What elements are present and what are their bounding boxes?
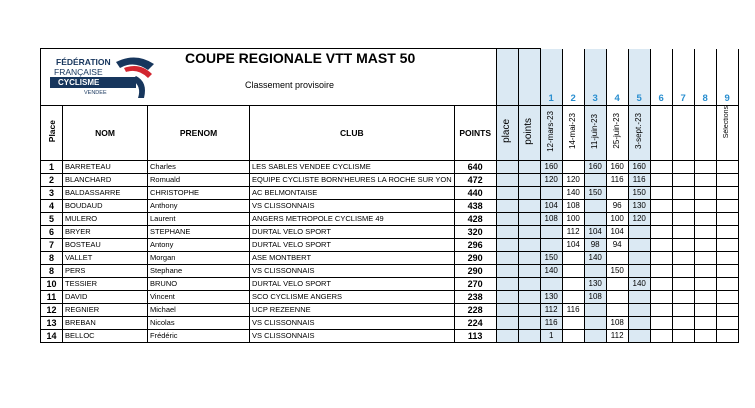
cell-points-2 bbox=[518, 226, 540, 239]
cell-prenom: Romuald bbox=[148, 174, 250, 187]
cell-empty bbox=[650, 174, 672, 187]
logo-line-2: FRANÇAISE bbox=[54, 67, 103, 77]
cell-race-score bbox=[606, 304, 628, 317]
cell-nom: BARRETEAU bbox=[63, 161, 148, 174]
cell-points-2 bbox=[518, 239, 540, 252]
cell-race-score: 116 bbox=[540, 317, 562, 330]
cell-selections bbox=[716, 161, 738, 174]
cell-place-2 bbox=[496, 330, 518, 343]
cell-race-score bbox=[628, 239, 650, 252]
col-header-empty bbox=[672, 106, 694, 161]
cell-selections bbox=[716, 330, 738, 343]
cell-points: 270 bbox=[454, 278, 496, 291]
cell-place: 5 bbox=[41, 213, 63, 226]
cell-points: 438 bbox=[454, 200, 496, 213]
date-col-top bbox=[540, 49, 562, 94]
cell-club: SCO CYCLISME ANGERS bbox=[250, 291, 455, 304]
cell-race-score: 108 bbox=[606, 317, 628, 330]
cell-club: DURTAL VELO SPORT bbox=[250, 278, 455, 291]
cell-empty bbox=[650, 252, 672, 265]
race-index: 8 bbox=[694, 93, 716, 106]
cell-empty bbox=[672, 330, 694, 343]
cell-club: UCP REZEENNE bbox=[250, 304, 455, 317]
cell-selections bbox=[716, 317, 738, 330]
cell-race-score: 100 bbox=[606, 213, 628, 226]
cell-race-score bbox=[584, 304, 606, 317]
col-header-race-date bbox=[606, 106, 628, 161]
cell-race-score bbox=[562, 291, 584, 304]
col-header-race-date bbox=[584, 106, 606, 161]
race-index: 3 bbox=[584, 93, 606, 106]
cell-points: 228 bbox=[454, 304, 496, 317]
cell-race-score: 160 bbox=[540, 161, 562, 174]
cell-race-score: 150 bbox=[584, 187, 606, 200]
race-index: 2 bbox=[562, 93, 584, 106]
cell-race-score bbox=[562, 161, 584, 174]
cell-place-2 bbox=[496, 252, 518, 265]
cell-race-score bbox=[540, 239, 562, 252]
table-row bbox=[41, 200, 739, 213]
cell-empty bbox=[672, 239, 694, 252]
cell-points: 290 bbox=[454, 252, 496, 265]
race-index: 9 bbox=[716, 93, 738, 106]
cell-race-score: 112 bbox=[606, 330, 628, 343]
table-row bbox=[41, 174, 739, 187]
cell-race-score: 104 bbox=[540, 200, 562, 213]
cell-empty bbox=[694, 317, 716, 330]
cell-empty bbox=[672, 161, 694, 174]
col-header-nom: NOM bbox=[63, 106, 148, 161]
cell-selections bbox=[716, 291, 738, 304]
col-header-points-2-text: points bbox=[523, 117, 535, 145]
page-title: COUPE REGIONALE VTT MAST 50 bbox=[185, 50, 416, 66]
cell-points: 238 bbox=[454, 291, 496, 304]
cell-prenom: STEPHANE bbox=[148, 226, 250, 239]
date-col-top bbox=[584, 49, 606, 94]
cell-empty bbox=[650, 330, 672, 343]
empty-col-top bbox=[716, 49, 738, 94]
col-header-points-2 bbox=[518, 106, 540, 161]
cell-empty bbox=[672, 317, 694, 330]
cell-race-score bbox=[628, 317, 650, 330]
col-header-place-2-text: place bbox=[501, 119, 513, 143]
table-row bbox=[41, 161, 739, 174]
table-row bbox=[41, 317, 739, 330]
page-subtitle: Classement provisoire bbox=[245, 80, 335, 90]
cell-selections bbox=[716, 239, 738, 252]
cell-race-score bbox=[540, 187, 562, 200]
cell-empty bbox=[694, 239, 716, 252]
col-header-place-2 bbox=[496, 106, 518, 161]
col-header-empty bbox=[650, 106, 672, 161]
cell-place-2 bbox=[496, 278, 518, 291]
col-header-club: CLUB bbox=[250, 106, 455, 161]
ffc-vendee-logo bbox=[50, 54, 160, 104]
col-header-selections bbox=[716, 106, 738, 161]
cell-nom: VALLET bbox=[63, 252, 148, 265]
table-row bbox=[41, 252, 739, 265]
column-header-row bbox=[41, 106, 739, 161]
cell-race-score: 140 bbox=[540, 265, 562, 278]
table-row bbox=[41, 291, 739, 304]
col-header-empty bbox=[694, 106, 716, 161]
cell-race-score: 104 bbox=[562, 239, 584, 252]
cell-race-score bbox=[584, 317, 606, 330]
cell-race-score: 140 bbox=[562, 187, 584, 200]
blue-col-points-top bbox=[518, 49, 540, 94]
cell-prenom: Anthony bbox=[148, 200, 250, 213]
cell-empty bbox=[672, 226, 694, 239]
cell-race-score: 160 bbox=[628, 161, 650, 174]
cell-race-score bbox=[540, 226, 562, 239]
cell-empty bbox=[694, 187, 716, 200]
cell-race-score: 120 bbox=[562, 174, 584, 187]
cell-selections bbox=[716, 304, 738, 317]
cell-race-score: 130 bbox=[540, 291, 562, 304]
cell-race-score: 94 bbox=[606, 239, 628, 252]
cell-race-score: 120 bbox=[540, 174, 562, 187]
logo-line-1: FÉDÉRATION bbox=[56, 57, 111, 67]
cell-selections bbox=[716, 226, 738, 239]
cell-place: 3 bbox=[41, 187, 63, 200]
col-header-selections-text: Sélections bbox=[723, 106, 731, 139]
cell-prenom: Antony bbox=[148, 239, 250, 252]
cell-club: ANGERS METROPOLE CYCLISME 49 bbox=[250, 213, 455, 226]
cell-race-score bbox=[606, 187, 628, 200]
cell-selections bbox=[716, 187, 738, 200]
empty-col-top bbox=[650, 49, 672, 94]
cell-race-score: 130 bbox=[628, 200, 650, 213]
cell-points: 440 bbox=[454, 187, 496, 200]
cell-race-score: 120 bbox=[628, 213, 650, 226]
date-col-top bbox=[606, 49, 628, 94]
col-header-race-date bbox=[562, 106, 584, 161]
race-index: 5 bbox=[628, 93, 650, 106]
cell-race-score bbox=[606, 291, 628, 304]
cell-nom: BREBAN bbox=[63, 317, 148, 330]
cell-nom: BRYER bbox=[63, 226, 148, 239]
cell-empty bbox=[650, 278, 672, 291]
cell-nom: BALDASSARRE bbox=[63, 187, 148, 200]
cell-points: 290 bbox=[454, 265, 496, 278]
cell-race-score: 108 bbox=[584, 291, 606, 304]
cell-points-2 bbox=[518, 330, 540, 343]
cell-race-score bbox=[540, 278, 562, 291]
cell-points: 296 bbox=[454, 239, 496, 252]
cell-race-score: 98 bbox=[584, 239, 606, 252]
col-header-place bbox=[41, 106, 63, 161]
cell-race-score: 150 bbox=[540, 252, 562, 265]
cell-nom: BLANCHARD bbox=[63, 174, 148, 187]
cell-place-2 bbox=[496, 317, 518, 330]
cell-race-score: 160 bbox=[584, 161, 606, 174]
cell-prenom: Nicolas bbox=[148, 317, 250, 330]
cell-race-score: 96 bbox=[606, 200, 628, 213]
cell-points: 640 bbox=[454, 161, 496, 174]
cell-place-2 bbox=[496, 174, 518, 187]
cell-race-score bbox=[562, 317, 584, 330]
cell-race-score bbox=[628, 291, 650, 304]
cell-place-2 bbox=[496, 161, 518, 174]
cell-place: 10 bbox=[41, 278, 63, 291]
cell-empty bbox=[672, 252, 694, 265]
cell-club: LES SABLES VENDEE CYCLISME bbox=[250, 161, 455, 174]
cell-race-score bbox=[562, 252, 584, 265]
table-row bbox=[41, 213, 739, 226]
cell-points-2 bbox=[518, 278, 540, 291]
cell-place: 14 bbox=[41, 330, 63, 343]
cell-race-score: 140 bbox=[628, 278, 650, 291]
race-index: 7 bbox=[672, 93, 694, 106]
cell-prenom: Vincent bbox=[148, 291, 250, 304]
cell-points: 472 bbox=[454, 174, 496, 187]
cell-race-score bbox=[606, 278, 628, 291]
cell-place-2 bbox=[496, 304, 518, 317]
logo-swoosh-icon bbox=[114, 54, 160, 100]
table-row bbox=[41, 278, 739, 291]
cell-empty bbox=[672, 291, 694, 304]
col-header-race-date bbox=[628, 106, 650, 161]
cell-club: DURTAL VELO SPORT bbox=[250, 226, 455, 239]
table-row bbox=[41, 304, 739, 317]
cell-points-2 bbox=[518, 187, 540, 200]
cell-empty bbox=[650, 239, 672, 252]
cell-place: 6 bbox=[41, 226, 63, 239]
cell-club: VS CLISSONNAIS bbox=[250, 330, 455, 343]
cell-club: AC BELMONTAISE bbox=[250, 187, 455, 200]
cell-race-score: 150 bbox=[628, 187, 650, 200]
col-header-race-date-text: 3-sept.-23 bbox=[634, 112, 644, 150]
cell-empty bbox=[650, 213, 672, 226]
cell-points-2 bbox=[518, 213, 540, 226]
cell-empty bbox=[672, 200, 694, 213]
cell-points-2 bbox=[518, 265, 540, 278]
cell-place: 7 bbox=[41, 239, 63, 252]
cell-points-2 bbox=[518, 252, 540, 265]
cell-place: 2 bbox=[41, 174, 63, 187]
cell-selections bbox=[716, 252, 738, 265]
cell-place-2 bbox=[496, 213, 518, 226]
cell-points-2 bbox=[518, 317, 540, 330]
table-row bbox=[41, 265, 739, 278]
cell-prenom: BRUNO bbox=[148, 278, 250, 291]
cell-race-score: 160 bbox=[606, 161, 628, 174]
cell-prenom: Laurent bbox=[148, 213, 250, 226]
cell-club: VS CLISSONNAIS bbox=[250, 317, 455, 330]
cell-race-score: 116 bbox=[628, 174, 650, 187]
cell-empty bbox=[650, 265, 672, 278]
col-header-race-date-text: 12-mars-23 bbox=[546, 110, 556, 152]
ranking-sheet bbox=[40, 48, 739, 343]
cell-empty bbox=[672, 304, 694, 317]
cell-race-score bbox=[628, 330, 650, 343]
cell-empty bbox=[694, 200, 716, 213]
cell-race-score: 140 bbox=[584, 252, 606, 265]
cell-nom: PERS bbox=[63, 265, 148, 278]
cell-race-score bbox=[584, 174, 606, 187]
cell-empty bbox=[650, 291, 672, 304]
cell-selections bbox=[716, 213, 738, 226]
cell-empty bbox=[650, 304, 672, 317]
cell-race-score bbox=[562, 265, 584, 278]
cell-race-score bbox=[628, 304, 650, 317]
race-index: 1 bbox=[540, 93, 562, 106]
cell-empty bbox=[672, 265, 694, 278]
cell-race-score: 112 bbox=[540, 304, 562, 317]
cell-race-score bbox=[562, 278, 584, 291]
cell-race-score bbox=[584, 200, 606, 213]
cell-empty bbox=[650, 226, 672, 239]
cell-club: ASE MONTBERT bbox=[250, 252, 455, 265]
cell-club: DURTAL VELO SPORT bbox=[250, 239, 455, 252]
cell-club: EQUIPE CYCLISTE BORN'HEURES LA ROCHE SUR YON bbox=[250, 174, 455, 187]
cell-empty bbox=[672, 174, 694, 187]
date-col-top bbox=[628, 49, 650, 94]
cell-place-2 bbox=[496, 291, 518, 304]
cell-selections bbox=[716, 200, 738, 213]
col-header-race-date-text: 11-juin-23 bbox=[590, 113, 600, 149]
cell-empty bbox=[650, 317, 672, 330]
cell-race-score: 104 bbox=[606, 226, 628, 239]
cell-empty bbox=[694, 252, 716, 265]
race-index: 6 bbox=[650, 93, 672, 106]
cell-empty bbox=[694, 265, 716, 278]
cell-prenom: Michael bbox=[148, 304, 250, 317]
cell-prenom: Charles bbox=[148, 161, 250, 174]
cell-place: 13 bbox=[41, 317, 63, 330]
table-row bbox=[41, 226, 739, 239]
logo-line-3: CYCLISME bbox=[50, 77, 136, 88]
blue-col-place-top bbox=[496, 49, 518, 94]
cell-race-score: 112 bbox=[562, 226, 584, 239]
cell-race-score bbox=[628, 252, 650, 265]
cell-race-score: 108 bbox=[540, 213, 562, 226]
cell-selections bbox=[716, 278, 738, 291]
logo-line-4: VENDEE bbox=[84, 90, 107, 96]
cell-race-score bbox=[606, 252, 628, 265]
cell-points-2 bbox=[518, 161, 540, 174]
cell-place: 8 bbox=[41, 265, 63, 278]
cell-place: 4 bbox=[41, 200, 63, 213]
cell-points-2 bbox=[518, 304, 540, 317]
blue-col-place-mid bbox=[496, 93, 518, 106]
cell-empty bbox=[694, 174, 716, 187]
cell-empty bbox=[650, 200, 672, 213]
cell-points: 320 bbox=[454, 226, 496, 239]
cell-empty bbox=[694, 213, 716, 226]
cell-race-score: 108 bbox=[562, 200, 584, 213]
cell-race-score bbox=[628, 265, 650, 278]
cell-empty bbox=[694, 278, 716, 291]
cell-empty bbox=[672, 213, 694, 226]
cell-place: 12 bbox=[41, 304, 63, 317]
cell-place-2 bbox=[496, 265, 518, 278]
cell-race-score: 150 bbox=[606, 265, 628, 278]
cell-empty bbox=[694, 226, 716, 239]
empty-col-top bbox=[672, 49, 694, 94]
cell-nom: DAVID bbox=[63, 291, 148, 304]
cell-selections bbox=[716, 265, 738, 278]
cell-race-score: 1 bbox=[540, 330, 562, 343]
col-header-points: POINTS bbox=[454, 106, 496, 161]
cell-race-score bbox=[584, 265, 606, 278]
cell-prenom: Morgan bbox=[148, 252, 250, 265]
cell-place-2 bbox=[496, 239, 518, 252]
cell-race-score bbox=[584, 213, 606, 226]
cell-prenom: Stephane bbox=[148, 265, 250, 278]
cell-place: 8 bbox=[41, 252, 63, 265]
cell-nom: BOUDAUD bbox=[63, 200, 148, 213]
cell-empty bbox=[694, 330, 716, 343]
cell-empty bbox=[694, 291, 716, 304]
cell-points: 428 bbox=[454, 213, 496, 226]
col-header-race-date-text: 25-juin-23 bbox=[612, 113, 622, 149]
cell-points: 113 bbox=[454, 330, 496, 343]
cell-empty bbox=[694, 161, 716, 174]
cell-place-2 bbox=[496, 226, 518, 239]
cell-empty bbox=[672, 187, 694, 200]
cell-prenom: CHRISTOPHE bbox=[148, 187, 250, 200]
col-header-race-date-text: 14-mai-23 bbox=[568, 112, 578, 149]
cell-nom: MULERO bbox=[63, 213, 148, 226]
cell-points-2 bbox=[518, 200, 540, 213]
cell-club: VS CLISSONNAIS bbox=[250, 265, 455, 278]
col-header-prenom: PRENOM bbox=[148, 106, 250, 161]
cell-nom: BELLOC bbox=[63, 330, 148, 343]
table-row bbox=[41, 187, 739, 200]
col-header-place-text: Place bbox=[46, 120, 57, 143]
cell-points-2 bbox=[518, 174, 540, 187]
cell-nom: BOSTEAU bbox=[63, 239, 148, 252]
cell-race-score bbox=[628, 226, 650, 239]
empty-col-top bbox=[694, 49, 716, 94]
cell-race-score: 116 bbox=[562, 304, 584, 317]
blue-col-points-mid bbox=[518, 93, 540, 106]
cell-nom: REGNIER bbox=[63, 304, 148, 317]
cell-place-2 bbox=[496, 187, 518, 200]
cell-place-2 bbox=[496, 200, 518, 213]
col-header-race-date bbox=[540, 106, 562, 161]
table-row bbox=[41, 330, 739, 343]
race-index: 4 bbox=[606, 93, 628, 106]
cell-empty bbox=[650, 187, 672, 200]
cell-selections bbox=[716, 174, 738, 187]
cell-race-score: 104 bbox=[584, 226, 606, 239]
cell-race-score: 130 bbox=[584, 278, 606, 291]
cell-empty bbox=[694, 304, 716, 317]
table-row bbox=[41, 239, 739, 252]
cell-race-score: 116 bbox=[606, 174, 628, 187]
cell-prenom: Frédéric bbox=[148, 330, 250, 343]
cell-race-score: 100 bbox=[562, 213, 584, 226]
cell-nom: TESSIER bbox=[63, 278, 148, 291]
cell-race-score bbox=[562, 330, 584, 343]
cell-place: 1 bbox=[41, 161, 63, 174]
cell-points: 224 bbox=[454, 317, 496, 330]
cell-points-2 bbox=[518, 291, 540, 304]
cell-empty bbox=[650, 161, 672, 174]
date-col-top bbox=[562, 49, 584, 94]
cell-race-score bbox=[584, 330, 606, 343]
cell-empty bbox=[672, 278, 694, 291]
cell-place: 11 bbox=[41, 291, 63, 304]
cell-club: VS CLISSONNAIS bbox=[250, 200, 455, 213]
